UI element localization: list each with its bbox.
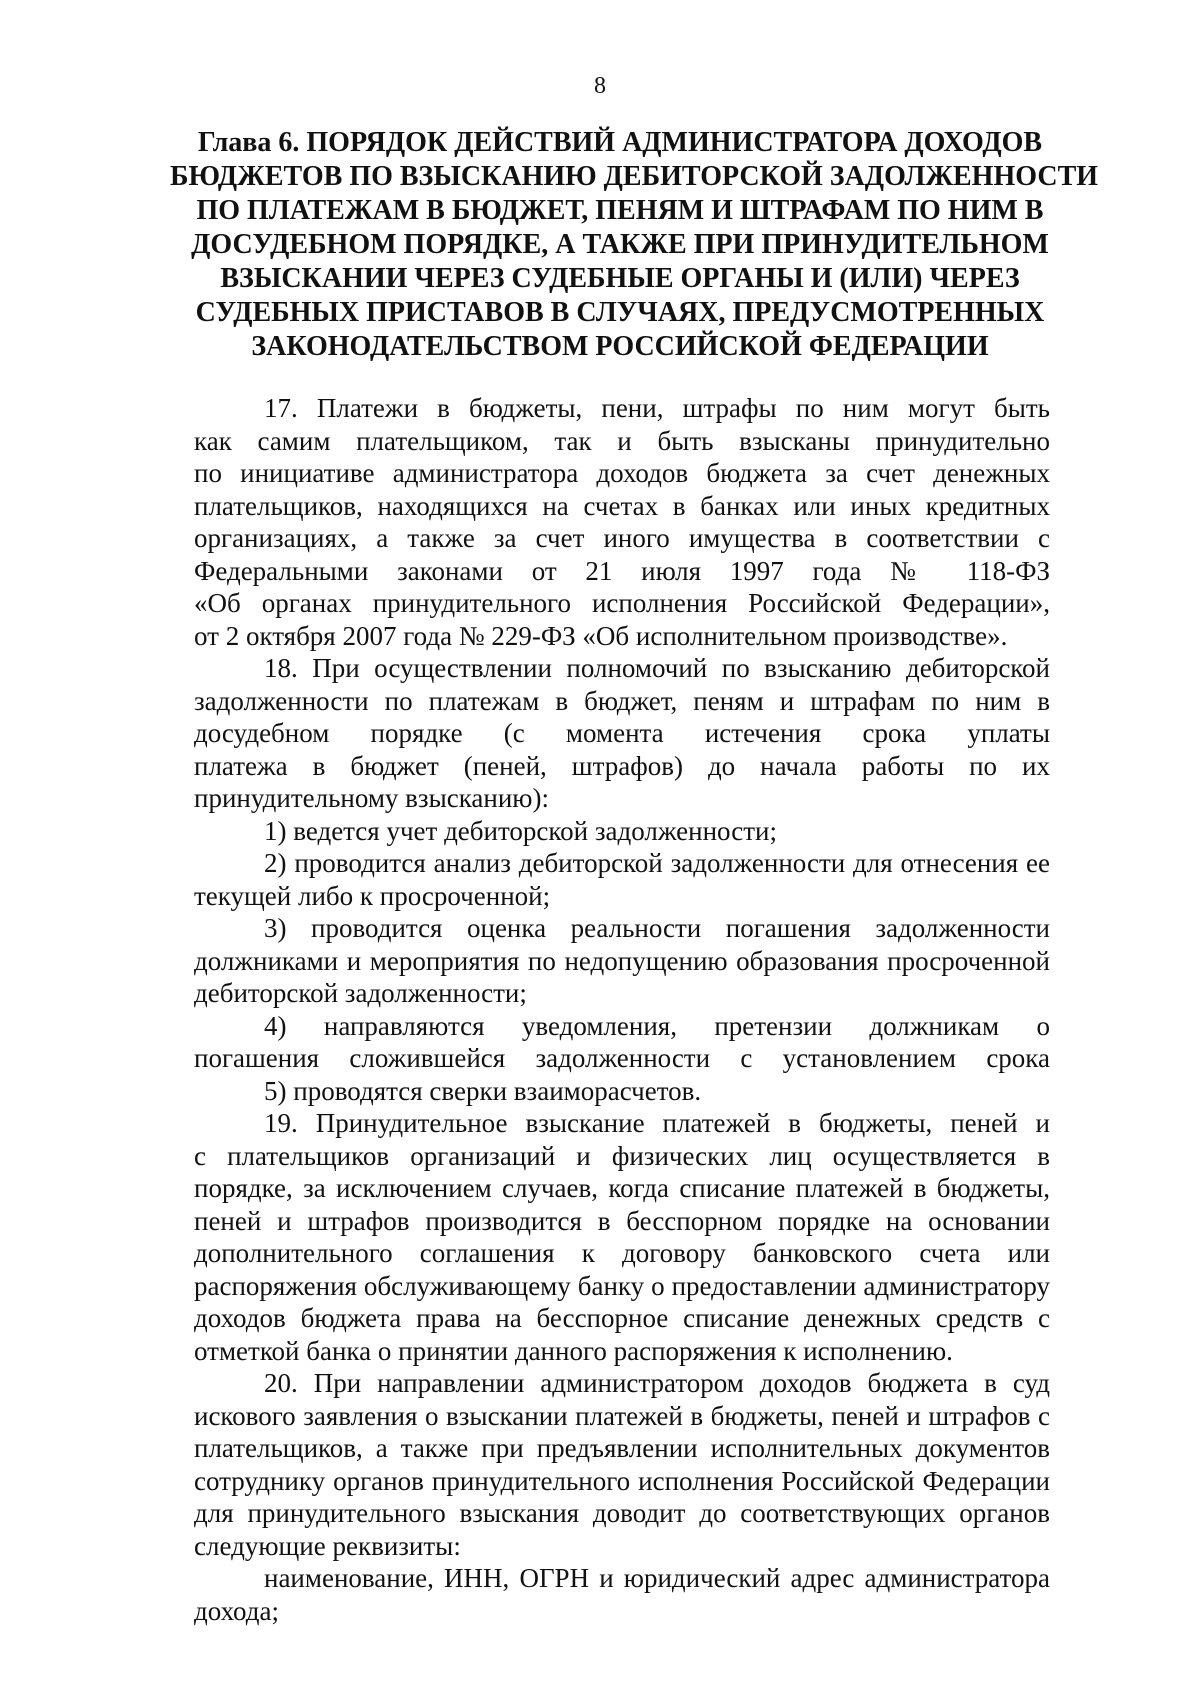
body-line: искового заявления о взыскании платежей в бюджеты, пеней и штрафов с: [194, 1400, 1050, 1431]
body-line: 5) проводятся сверки взаиморасчетов.: [264, 1075, 702, 1106]
body-line: 19. Принудительное взыскание платежей в бюджеты, пеней и: [264, 1108, 1050, 1138]
body-line: 1) ведется учет дебиторской задолженности;: [264, 815, 777, 846]
body-line: пеней и штрафов производится в бесспорном порядке на основании: [194, 1205, 1050, 1236]
body-line: 17. Платежи в бюджеты, пени, штрафы по ним могут быть: [264, 393, 1050, 423]
document-body: [194, 392, 1050, 1627]
chapter-title: [170, 126, 1099, 364]
chapter-title-line: ЗАКОНОДАТЕЛЬСТВОМ РОССИЙСКОЙ ФЕДЕРАЦИИ: [251, 331, 989, 362]
body-line: по инициативе администратора доходов бюджета за счет денежных: [194, 458, 1050, 488]
body-line: наименование, ИНН, ОГРН и юридический адрес администратора: [264, 1563, 1050, 1593]
body-line: от 2 октября 2007 года № 229-ФЗ «Об исполнительном производстве».: [194, 620, 1008, 651]
body-line: доходов бюджета права на бесспорное списание денежных средств с: [194, 1303, 1050, 1333]
body-line: досудебном порядке (с момента истечения срока уплаты: [194, 718, 1050, 748]
body-line: порядке, за исключением случаев, когда списание платежей в бюджеты,: [194, 1173, 1050, 1203]
body-line: принудительному взысканию):: [194, 783, 549, 813]
body-line: дебиторской задолженности;: [194, 978, 527, 1008]
body-line: организациях, а также за счет иного имущества в соответствии с: [194, 523, 1050, 553]
body-line: для принудительного взыскания доводит до соответствующих органов: [194, 1498, 1050, 1528]
chapter-title-line: СУДЕБНЫХ ПРИСТАВОВ В СЛУЧАЯХ, ПРЕДУСМОТРЕННЫХ: [195, 297, 1045, 328]
body-line: «Об органах принудительного исполнения Российской Федерации»,: [194, 588, 1050, 618]
body-line: плательщиков, находящихся на счетах в банках или иных кредитных: [194, 490, 1050, 521]
body-line: как самим плательщиком, так и быть взысканы принудительно: [194, 425, 1050, 456]
body-line: задолженности по платежам в бюджет, пеням и штрафам по ним в: [194, 685, 1050, 716]
body-line: 20. При направлении администратором доходов бюджета в суд: [264, 1368, 1050, 1398]
chapter-title-line: ДОСУДЕБНОМ ПОРЯДКЕ, А ТАКЖЕ ПРИ ПРИНУДИТЕЛЬНОМ: [191, 229, 1049, 260]
page-number: 8: [594, 73, 606, 99]
body-line: Федеральными законами от 21 июля 1997 года № 118-ФЗ: [194, 555, 1050, 586]
body-line: дохода;: [194, 1595, 279, 1626]
body-line: дополнительного соглашения к договору банковского счета или: [194, 1238, 1050, 1268]
body-line: погашения сложившейся задолженности с установлением срока: [194, 1043, 1050, 1073]
body-line: плательщиков, а также при предъявлении исполнительных документов: [194, 1433, 1050, 1463]
body-line: 2) проводится анализ дебиторской задолженности для отнесения ее: [264, 848, 1050, 878]
body-line: текущей либо к просроченной;: [194, 880, 551, 911]
body-line: следующие реквизиты:: [194, 1530, 461, 1561]
body-line: должниками и мероприятия по недопущению образования просроченной: [194, 945, 1050, 976]
chapter-title-line: Глава 6. ПОРЯДОК ДЕЙСТВИЙ АДМИНИСТРАТОРА ДОХОДОВ: [197, 127, 1043, 158]
body-line: распоряжения обслуживающему банку о предоставлении администратору: [194, 1270, 1050, 1301]
body-line: 3) проводится оценка реальности погашения задолженности: [264, 913, 1050, 943]
chapter-title-line: ПО ПЛАТЕЖАМ В БЮДЖЕТ, ПЕНЯМ И ШТРАФАМ ПО НИМ В: [196, 195, 1044, 226]
chapter-title-line: БЮДЖЕТОВ ПО ВЗЫСКАНИЮ ДЕБИТОРСКОЙ ЗАДОЛЖЕННОСТИ: [170, 161, 1099, 192]
body-line: 4) направляются уведомления, претензии должникам о: [264, 1010, 1050, 1041]
chapter-title-line: ВЗЫСКАНИИ ЧЕРЕЗ СУДЕБНЫЕ ОРГАНЫ И (ИЛИ) ЧЕРЕЗ: [220, 263, 1020, 294]
body-line: сотруднику органов принудительного исполнения Российской Федерации: [194, 1465, 1050, 1496]
body-line: платежа в бюджет (пеней, штрафов) до начала работы по их: [194, 750, 1050, 781]
body-line: 18. При осуществлении полномочий по взысканию дебиторской: [264, 653, 1050, 683]
body-line: с плательщиков организаций и физических лиц осуществляется в: [194, 1140, 1050, 1171]
body-line: отметкой банка о принятии данного распоряжения к исполнению.: [194, 1335, 953, 1366]
